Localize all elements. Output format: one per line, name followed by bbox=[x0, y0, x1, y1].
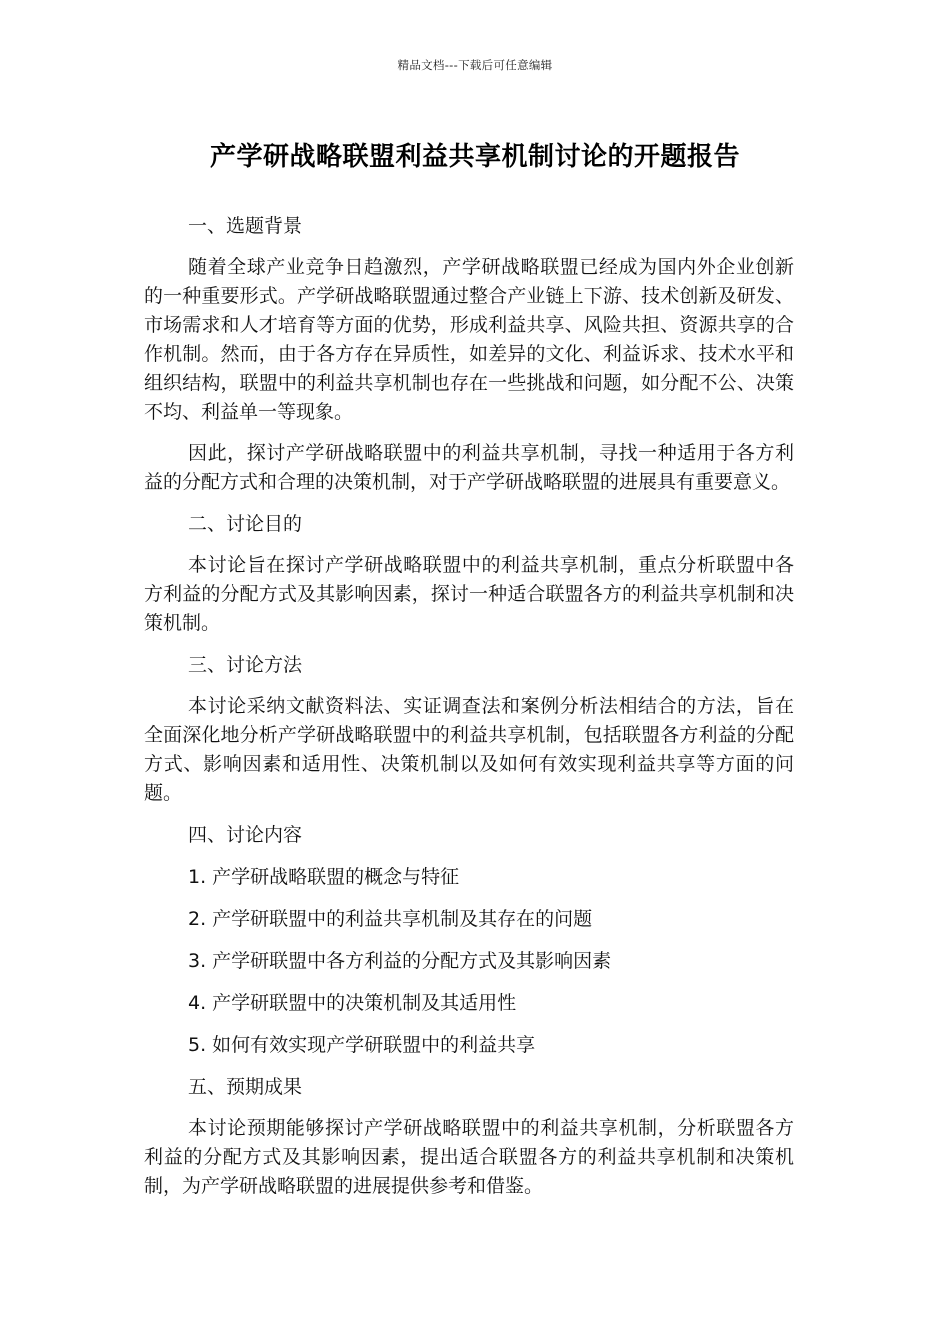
paragraph-purpose: 本讨论旨在探讨产学研战略联盟中的利益共享机制，重点分析联盟中各方利益的分配方式及其影响因素，探讨一种适合联盟各方的利益共享机制和决策机制。 bbox=[144, 554, 794, 634]
section-heading-purpose: 二、讨论目的 bbox=[188, 513, 303, 535]
section-heading-content: 四、讨论内容 bbox=[188, 824, 303, 846]
list-item: 2. 产学研联盟中的利益共享机制及其存在的问题 bbox=[188, 908, 593, 930]
list-item: 3. 产学研联盟中各方利益的分配方式及其影响因素 bbox=[188, 950, 612, 972]
section-heading-method: 三、讨论方法 bbox=[188, 654, 303, 676]
list-item: 1. 产学研战略联盟的概念与特征 bbox=[188, 866, 460, 888]
list-item: 5. 如何有效实现产学研联盟中的利益共享 bbox=[188, 1034, 536, 1056]
document-body bbox=[144, 212, 794, 1201]
paragraph-method: 本讨论采纳文献资料法、实证调查法和案例分析法相结合的方法，旨在全面深化地分析产学研战略联盟中的利益共享机制，包括联盟各方利益的分配方式、影响因素和适用性、决策机制以及如何有效实现利益共享等方面的问题。 bbox=[144, 695, 794, 804]
section-heading-outcomes: 五、预期成果 bbox=[188, 1076, 303, 1098]
paragraph-background-1: 随着全球产业竞争日趋激烈，产学研战略联盟已经成为国内外企业创新的一种重要形式。产学研战略联盟通过整合产业链上下游、技术创新及研发、市场需求和人才培育等方面的优势，形成利益共享、风险共担、资源共享的合作机制。然而，由于各方存在异质性，如差异的文化、利益诉求、技术水平和组织结构，联盟中的利益共享机制也存在一些挑战和问题，如分配不公、决策不均、利益单一等现象。 bbox=[144, 256, 794, 423]
document-title: 产学研战略联盟利益共享机制讨论的开题报告 bbox=[209, 142, 740, 172]
paragraph-outcomes: 本讨论预期能够探讨产学研战略联盟中的利益共享机制，分析联盟各方利益的分配方式及其影响因素，提出适合联盟各方的利益共享机制和决策机制，为产学研战略联盟的进展提供参考和借鉴。 bbox=[144, 1117, 794, 1197]
page-header: 精品文档---下载后可任意编辑 bbox=[397, 58, 553, 72]
list-item: 4. 产学研联盟中的决策机制及其适用性 bbox=[188, 992, 517, 1014]
section-heading-background: 一、选题背景 bbox=[188, 215, 303, 237]
paragraph-background-2: 因此，探讨产学研战略联盟中的利益共享机制，寻找一种适用于各方利益的分配方式和合理的决策机制，对于产学研战略联盟的进展具有重要意义。 bbox=[144, 442, 794, 493]
